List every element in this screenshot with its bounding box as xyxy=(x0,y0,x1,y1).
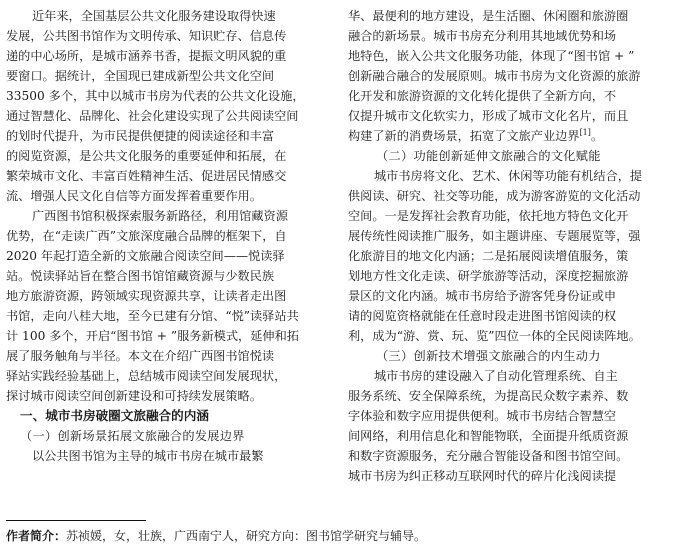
subsection-heading: （一）创新场景拓展文旅融合的发展边界 xyxy=(20,429,245,443)
paragraph-line xyxy=(348,126,674,146)
paragraph-line: 33500 多个，其中以城市书房为代表的公共文化设施， xyxy=(6,89,305,103)
paragraph-line: 地特色，嵌入公共文化服务功能，体现了“图书馆 + ” xyxy=(348,49,635,63)
paragraph-line: 繁荣城市文化、丰富百姓精神生活、促进居民情感交 xyxy=(6,169,287,183)
paragraph-line xyxy=(348,66,674,86)
paragraph-line: 2020 年起打造全新的文旅融合阅读空间——悦读驿 xyxy=(6,249,285,263)
paragraph-line: 和数字资源服务，充分融合智能设备和图书馆空间。 xyxy=(348,449,629,463)
paragraph-line: 的划时代提升，为市民提供便捷的阅读途径和丰富 xyxy=(6,129,275,143)
paragraph-line: 发展，公共图书馆作为文明传承、知识贮存、信息传 xyxy=(6,29,287,43)
paragraph-scene-continued xyxy=(348,6,674,146)
paragraph-line: 城市书房将文化、艺术、休闲等功能有机结合，提 xyxy=(374,169,643,183)
author-label: 作者简介： xyxy=(6,529,67,543)
paragraph-line-text: 构建了新的消费场景，拓宽了文旅产业边界 xyxy=(348,129,580,143)
paragraph-line: 展传统性阅读推广服务，如主题讲座、专题展览等，强 xyxy=(348,229,641,243)
footnote-divider xyxy=(6,520,146,521)
left-column xyxy=(6,6,332,466)
paragraph-line: 书馆，走向八桂大地，至今已建有分馆、“悦”读驿站共 xyxy=(6,309,299,323)
citation-marker[interactable]: [1] xyxy=(579,127,591,137)
paragraph-line: 通过智慧化、品牌化、社会化建设实现了公共阅读空间 xyxy=(6,109,299,123)
paragraph-line: 华、最便利的地方建设，是生活圈、休闲圈和旅游圈 xyxy=(348,9,629,23)
paragraph-line: 划地方性文化走读、研学旅游等活动，深度挖掘旅游 xyxy=(348,269,629,283)
paragraph-line-prefix: 创新融合 xyxy=(348,69,397,83)
paragraph-line: 化旅游目的地文化内涵；二是拓展阅读增值服务，策 xyxy=(348,249,629,263)
subsection-heading: （三）创新技术增强文旅融合的内生动力 xyxy=(376,349,601,363)
paragraph-function xyxy=(348,166,674,346)
paragraph-line: 近年来，全国基层公共文化服务建设取得快速 xyxy=(32,9,276,23)
paragraph-line: 字体验和数字应用提供便利。城市书房结合智慧空 xyxy=(348,409,617,423)
section-heading: 一、城市书房破圈文旅融合的内涵 xyxy=(20,408,209,423)
paragraph-line: 流、增强人民文化自信等方面发挥着重要作用。 xyxy=(6,189,262,203)
paragraph-line: 以公共图书馆为主导的城市书房在城市最繁 xyxy=(32,449,264,463)
paragraph-intro xyxy=(6,6,332,206)
paragraph-line-text: 融合的发展原则。城市书房为文化资源的旅游 xyxy=(396,69,641,83)
paragraph-line: 服务系统、安全保障系统，为提高民众数字素养、数 xyxy=(348,389,629,403)
paragraph-line: 空间。一是发挥社会教育功能，依托地方特色文化开 xyxy=(348,209,629,223)
paragraph-line: 城市书房为纠正移动互联网时代的碎片化浅阅读提 xyxy=(348,469,617,483)
paragraph-line: 要窗口。据统计，全国现已建成新型公共文化空间 xyxy=(6,69,275,83)
paragraph-line: 城市书房的建设融入了自动化管理系统、自主 xyxy=(374,369,618,383)
paragraph-line: 展了服务触角与半径。本文在介绍广西图书馆悦读 xyxy=(6,349,275,363)
paragraph-line: 间网络，利用信息化和智能物联，全面提升纸质资源 xyxy=(348,429,629,443)
paragraph-line: 融合的新场景。城市书房充分利用其地域优势和场 xyxy=(348,29,617,43)
paragraph-line: 驿站实践经验基础上，总结城市阅读空间发展现状， xyxy=(6,369,287,383)
paragraph-line: 请的阅览资格就能在任意时段走进图书馆阅读的权 xyxy=(348,309,617,323)
paragraph-guangxi-library xyxy=(6,206,332,406)
punctuation: 。 xyxy=(590,129,604,143)
paragraph-line: 的阅览资源，是公共文化服务的重要延伸和拓展，在 xyxy=(6,149,287,163)
paragraph-line: 计 100 多个，开启“图书馆 + ”服务新模式，延伸和拓 xyxy=(6,329,299,343)
right-column xyxy=(348,6,674,486)
paragraph-line: 化开发和旅游资源的文化转化提供了全新方向，不 xyxy=(348,89,617,103)
paragraph-line: 仅提升城市文化软实力，形成了城市文化名片，而且 xyxy=(348,109,629,123)
paragraph-line: 探讨城市阅读空间创新建设和可持续发展策略。 xyxy=(6,389,262,403)
author-text: 苏祯媛，女，壮族，广西南宁人，研究方向：图书馆学研究与辅导。 xyxy=(66,529,427,543)
paragraph-line: 景区的文化内涵。城市书房给予游客凭身份证或申 xyxy=(348,289,617,303)
paragraph-line: 地方旅游资源，跨领域实现资源共享，让读者走出图 xyxy=(6,289,287,303)
paragraph-line: 供阅读、研究、社交等功能，成为游客游览的文化活动 xyxy=(348,189,641,203)
paragraph-technology xyxy=(348,366,674,486)
paragraph-line: 利，成为“游、赏、玩、览”四位一体的全民阅读阵地。 xyxy=(348,329,641,343)
paragraph-line: 站。悦读驿站旨在整合图书馆馆藏资源与少数民族 xyxy=(6,269,275,283)
subsection-heading: （二）功能创新延伸文旅融合的文化赋能 xyxy=(376,149,601,163)
author-bio xyxy=(6,526,676,546)
paragraph-line: 广西图书馆积极探索服务新路径，利用馆藏资源 xyxy=(32,209,288,223)
paragraph-line: 优势，在“走读广西”文旅深度融合品牌的框架下，自 xyxy=(6,229,287,243)
paragraph-line: 递的中心场所，是城市涵养书香，提振文明风貌的重 xyxy=(6,49,287,63)
